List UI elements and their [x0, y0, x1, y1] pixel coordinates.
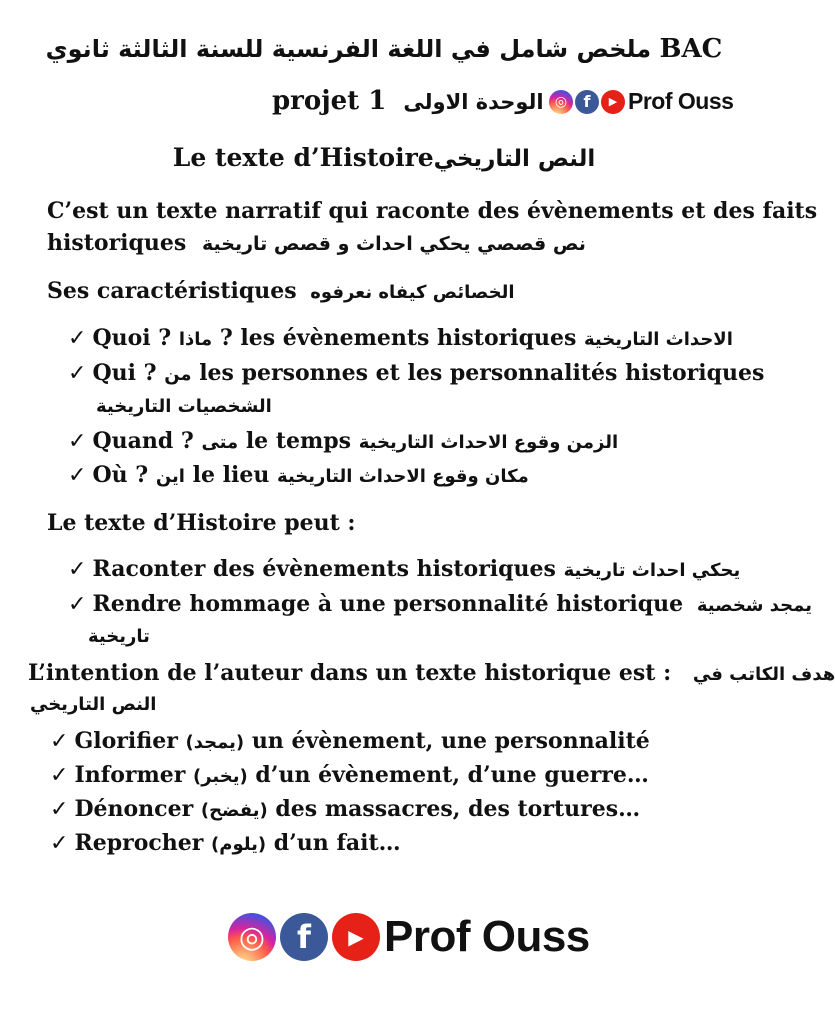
- check-icon: ✓: [50, 763, 69, 788]
- footer-brand: [228, 912, 590, 962]
- item-text: des massacres, des tortures…: [275, 796, 641, 822]
- question-label: Qui ?: [92, 360, 157, 386]
- check-icon: ✓: [68, 463, 87, 488]
- peut-item: [68, 556, 740, 582]
- characteristics-title: [47, 278, 515, 304]
- header-brand: [549, 88, 733, 115]
- check-icon: ✓: [68, 326, 87, 351]
- heading-arabic: النص التاريخي: [433, 146, 596, 172]
- item-arabic: الزمن وقوع الاحداث التاريخية: [358, 432, 619, 453]
- item-text: ? les évènements historiques: [219, 325, 577, 351]
- check-icon: ✓: [68, 429, 87, 454]
- title-bac: BAC: [659, 34, 723, 64]
- characteristics-title-arabic: الخصائص كيفاه نعرفوه: [310, 282, 515, 303]
- item-arabic: (يلوم): [211, 834, 267, 855]
- unit-arabic: الوحدة الاولى: [403, 90, 544, 114]
- characteristic-item: [68, 360, 764, 386]
- characteristic-item: [68, 462, 529, 488]
- characteristic-item: [68, 428, 618, 454]
- definition-line-1: C’est un texte narratif qui raconte des évènements et des faits: [47, 198, 818, 224]
- question-label: Quand ?: [92, 428, 194, 454]
- intention-item: [50, 762, 649, 788]
- brand-name: Prof Ouss: [628, 88, 734, 114]
- check-icon: ✓: [68, 557, 87, 582]
- definition-arabic: نص قصصي يحكي احداث و قصص تاريخية: [201, 233, 586, 255]
- heading-french: Le texte d’Histoire: [172, 143, 434, 172]
- characteristic-item-arabic: الشخصيات التاريخية: [96, 396, 272, 417]
- facebook-icon: f: [575, 90, 599, 114]
- item-text: le temps: [245, 428, 352, 454]
- instagram-icon: ◎: [549, 90, 573, 114]
- definition-french: historiques: [47, 230, 187, 256]
- item-arabic: يمجد شخصية: [696, 595, 812, 616]
- item-arabic: (يمجد): [185, 732, 245, 753]
- item-text: Raconter des évènements historiques: [92, 556, 556, 582]
- characteristic-item: [68, 325, 733, 351]
- intention-title: [28, 660, 835, 686]
- peut-item: [68, 591, 812, 617]
- question-arabic: من: [164, 364, 192, 385]
- section-heading: [0, 143, 768, 172]
- check-icon: ✓: [68, 361, 87, 386]
- check-icon: ✓: [50, 729, 69, 754]
- item-text: d’un évènement, d’une guerre…: [255, 762, 649, 788]
- item-text: un évènement, une personnalité: [251, 728, 650, 754]
- item-text: le lieu: [192, 462, 270, 488]
- intention-item: [50, 796, 640, 822]
- peut-item-arabic-cont: تاريخية: [88, 626, 150, 647]
- document-title: [0, 34, 768, 64]
- youtube-icon: ▶: [601, 90, 625, 114]
- projet-label: projet 1: [272, 86, 387, 116]
- item-arabic: يحكي احداث تاريخية: [563, 560, 741, 581]
- footer-brand-name: Prof Ouss: [384, 912, 590, 961]
- item-verb: Reprocher: [74, 830, 204, 856]
- item-text: Rendre hommage à une personnalité historique: [92, 591, 684, 617]
- check-icon: ✓: [50, 797, 69, 822]
- item-text: les personnes et les personnalités historiques: [199, 360, 765, 386]
- title-arabic: ملخص شامل في اللغة الفرنسية للسنة الثالثة ثانوي: [45, 35, 652, 63]
- facebook-icon: f: [280, 913, 328, 961]
- youtube-icon: ▶: [332, 913, 380, 961]
- projet-line: [272, 86, 544, 116]
- item-arabic: (يخبر): [193, 766, 248, 787]
- item-arabic: مكان وقوع الاحداث التاريخية: [277, 466, 529, 487]
- intention-title-french: L’intention de l’auteur dans un texte historique est :: [28, 660, 672, 686]
- question-label: Où ?: [92, 462, 149, 488]
- check-icon: ✓: [50, 831, 69, 856]
- characteristics-title-french: Ses caractéristiques: [47, 278, 297, 304]
- intention-item: [50, 728, 650, 754]
- intention-title-arabic: هدف الكاتب في: [692, 664, 835, 685]
- question-arabic: اين: [155, 466, 185, 487]
- intention-title-arabic-cont: النص التاريخي: [30, 694, 157, 715]
- question-label: Quoi ?: [92, 325, 172, 351]
- item-verb: Informer: [74, 762, 186, 788]
- item-verb: Glorifier: [74, 728, 178, 754]
- question-arabic: متى: [201, 432, 239, 453]
- item-arabic: (يفضح): [200, 800, 268, 821]
- item-text: d’un fait…: [273, 830, 401, 856]
- item-arabic: الاحداث التاريخية: [584, 329, 733, 350]
- question-arabic: ماذا: [178, 329, 213, 350]
- instagram-icon: ◎: [228, 913, 276, 961]
- definition-line-2: [47, 230, 586, 256]
- peut-title: Le texte d’Histoire peut :: [47, 510, 356, 536]
- check-icon: ✓: [68, 592, 87, 617]
- intention-item: [50, 830, 401, 856]
- item-verb: Dénoncer: [74, 796, 194, 822]
